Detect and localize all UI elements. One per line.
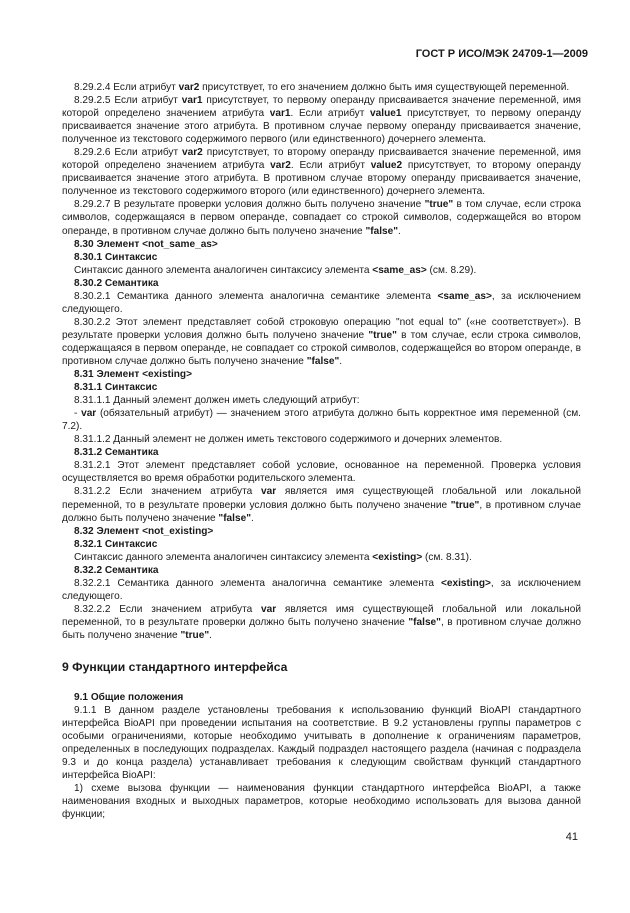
paragraph: 9.1.1 В данном разделе установлены требования к использованию функций BioAPI стандартного интерфейса BioAPI при проведении испытания на соответствие. В 9.2 установлены группы параметров с особыми ограничениями, которые необходимо учитывать в дополнение к ограничениям параметров, определенных в последующих подразделах. Каждый подраздел настоящего раздела (начиная с подраздела 9.3 и до конца раздела) устанавливает требования к следующим свойствам функций стандартного интерфейса BioAPI: bbox=[62, 705, 581, 782]
page-number: 41 bbox=[565, 831, 578, 843]
section-heading: 8.30 Элемент <not_same_as> bbox=[74, 238, 218, 250]
paragraph: 8.31.2.1 Этот элемент представляет собой условие, основанное на переменной. Проверка условия осуществляется во время обработки родительского элемента. bbox=[62, 460, 581, 485]
paragraph: 8.31.2.2 Если значением атрибута var является имя существующей глобальной или локальной переменной, то в результате проверки условия должно быть получено значение "true", в противном случае должно быть получено значение "false". bbox=[62, 486, 581, 524]
section-heading: 8.31.1 Синтаксис bbox=[74, 382, 158, 394]
paragraph: 8.29.2.6 Если атрибут var2 присутствует, то второму операнду присваивается значение переменной, имя которой определено значением атрибута var2. Если атрибут value2 присутствует, то второму операнду присваивается значение этого атрибута. В противном случае второму операнду присваивается значение, полученное из текстового содержимого второго (или единственного) дочернего элемента. bbox=[62, 147, 581, 198]
paragraph: Синтаксис данного элемента аналогичен синтаксису элемента <existing> (см. 8.31). bbox=[74, 551, 472, 563]
document-body bbox=[62, 81, 581, 822]
section-heading: 8.30.1 Синтаксис bbox=[74, 251, 158, 263]
paragraph: 8.30.2.1 Семантика данного элемента аналогична семантике элемента <same_as>, за исключением следующего. bbox=[62, 290, 581, 315]
paragraph: 8.32.2.2 Если значением атрибута var является имя существующей глобальной или локальной переменной, то в результате проверки должно быть получено значение "false", в противном случае должно быть получено значение "true". bbox=[62, 603, 582, 641]
section-heading: 8.32 Элемент <not_existing> bbox=[74, 525, 214, 537]
section-heading: 8.32.1 Синтаксис bbox=[74, 538, 158, 550]
paragraph: 8.29.2.4 Если атрибут var2 присутствует, то его значением должно быть имя существующей переменной. bbox=[74, 82, 570, 93]
paragraph: 1) схеме вызова функции — наименования функции стандартного интерфейса BioAPI, а также наименования входных и выходных параметров, которые необходимо использовать для вызова данной функции; bbox=[62, 783, 581, 821]
page-header-standard-title: ГОСТ Р ИСО/МЭК 24709-1—2009 bbox=[415, 48, 588, 60]
paragraph: 8.32.2.1 Семантика данного элемента аналогична семантике элемента <existing>, за исключением следующего. bbox=[62, 577, 581, 602]
section-heading: 8.31 Элемент <existing> bbox=[74, 369, 192, 381]
paragraph: 8.29.2.7 В результате проверки условия должно быть получено значение "true" в том случае, если строка символов, содержащаяся в первом операнде, совпадает со строкой символов, содержащейся во втором операнде, в противном случае должно быть получено значение "false". bbox=[62, 199, 581, 237]
section-heading: 8.30.2 Семантика bbox=[74, 277, 159, 289]
section-heading: 8.31.2 Семантика bbox=[74, 447, 159, 459]
chapter-heading: 9 Функции стандартного интерфейса bbox=[62, 660, 288, 675]
paragraph: 8.30.2.2 Этот элемент представляет собой строковую операцию "not equal to" («не соответствует»). В результате проверки условия должно быть получено значение "true" в том случае, если строка символов, содержащаяся в первом операнде, не совпадает со строкой символов, содержащейся во втором операнде, в противном случае должно быть получено значение "false". bbox=[62, 316, 581, 367]
paragraph: 8.31.1.1 Данный элемент должен иметь следующий атрибут: bbox=[74, 395, 360, 407]
paragraph: Синтаксис данного элемента аналогичен синтаксису элемента <same_as> (см. 8.29). bbox=[74, 264, 477, 276]
paragraph: 8.31.1.2 Данный элемент не должен иметь текстового содержимого и дочерних элементов. bbox=[74, 434, 503, 446]
paragraph: - var (обязательный атрибут) — значением этого атрибута должно быть корректное имя переменной (см. 7.2). bbox=[62, 408, 581, 433]
section-heading: 9.1 Общие положения bbox=[74, 692, 184, 704]
paragraph: 8.29.2.5 Если атрибут var1 присутствует, то первому операнду присваивается значение переменной, имя которой определено значением атрибута var1. Если атрибут value1 присутствует, то первому операнду присваивается значение этого атрибута. В противном случае первому операнду присваивается значение, полученное из текстового содержимого первого (или единственного) дочернего элемента. bbox=[62, 95, 581, 146]
section-heading: 8.32.2 Семантика bbox=[74, 564, 159, 576]
